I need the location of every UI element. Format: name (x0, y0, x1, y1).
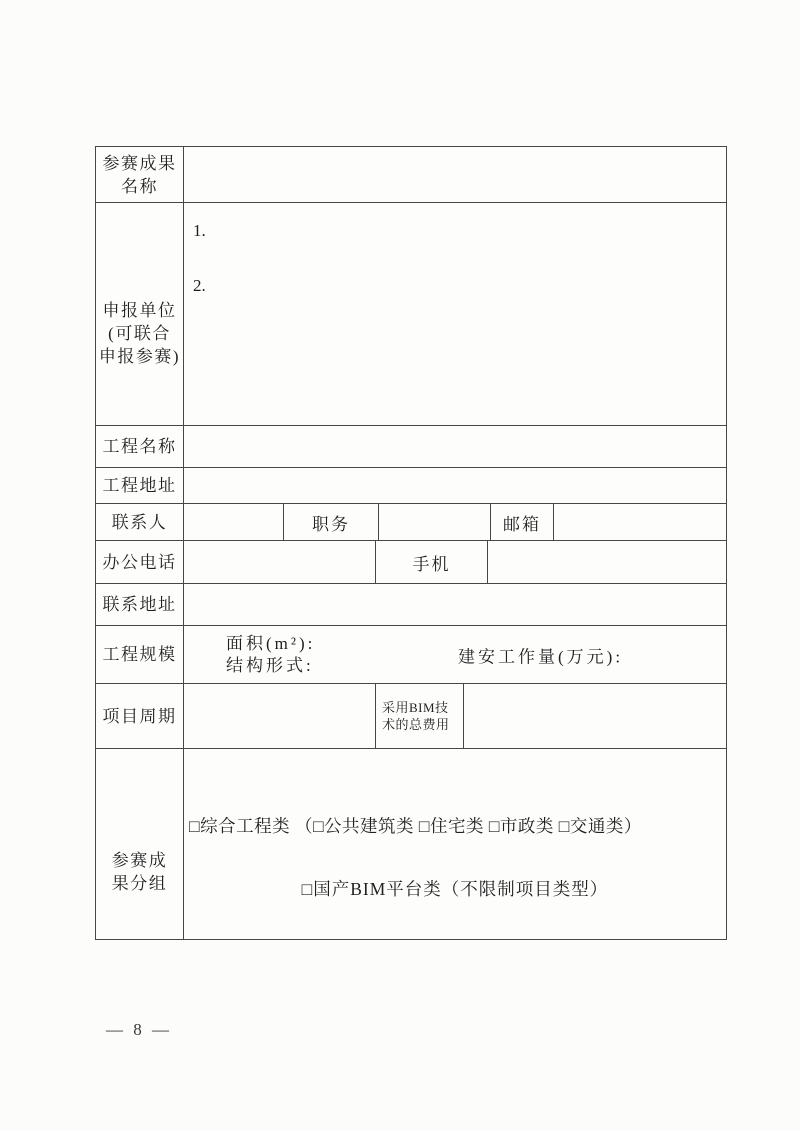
bim-cost-label-line2: 术的总费用 (382, 717, 450, 732)
grouping-options-line1: □综合工程类 （□公共建筑类 □住宅类 □市政类 □交通类） (189, 816, 642, 836)
row-project-scale (96, 626, 726, 684)
applicant-item-1: 1. (193, 221, 206, 240)
row-project-period (96, 684, 726, 749)
area-label: 面积(m²): (226, 634, 316, 653)
duty-input-cell (379, 504, 491, 540)
contact-address-label: 联系地址 (96, 584, 184, 625)
project-scale-label: 工程规模 (96, 626, 184, 683)
project-name-label: 工程名称 (96, 426, 184, 467)
bim-cost-label-line1: 采用BIM技 (382, 700, 449, 715)
row-applicant (96, 203, 726, 426)
result-name-input-cell (184, 147, 726, 202)
result-name-label-line1: 参赛成果 (102, 153, 177, 173)
row-contact-address (96, 584, 726, 626)
project-scale-input-cell (184, 626, 726, 683)
applicant-item-2: 2. (193, 276, 206, 295)
bim-cost-input-cell (464, 684, 726, 748)
structure-label: 结构形式: (226, 656, 314, 675)
applicant-label (96, 203, 184, 425)
row-grouping (96, 749, 726, 939)
row-result-name (96, 147, 726, 203)
duty-label: 职务 (284, 504, 379, 540)
grouping-label (96, 749, 184, 939)
project-period-label: 项目周期 (96, 684, 184, 748)
row-project-address (96, 468, 726, 504)
grouping-options-cell (184, 749, 726, 939)
row-project-name (96, 426, 726, 468)
grouping-label-line1: 参赛成 (111, 851, 168, 870)
office-phone-input-cell (184, 541, 376, 583)
page-number: — 8 — (106, 1020, 172, 1039)
mail-input-cell (554, 504, 726, 540)
contact-name-input-cell (184, 504, 284, 540)
applicant-label-line2: (可联合 (108, 324, 171, 343)
applicant-input-cell (184, 203, 726, 425)
grouping-options-line2: □国产BIM平台类（不限制项目类型） (301, 879, 609, 899)
project-name-input-cell (184, 426, 726, 467)
project-address-input-cell (184, 468, 726, 503)
result-name-label (96, 147, 184, 202)
project-address-label: 工程地址 (96, 468, 184, 503)
office-phone-label: 办公电话 (96, 541, 184, 583)
row-phone (96, 541, 726, 584)
contact-label: 联系人 (96, 504, 184, 540)
project-period-input-cell (184, 684, 376, 748)
mail-label: 邮箱 (491, 504, 554, 540)
applicant-label-line1: 申报单位 (102, 301, 177, 320)
result-name-label-line2: 名称 (121, 176, 158, 196)
mobile-label: 手机 (376, 541, 488, 583)
bim-cost-label (376, 684, 464, 748)
application-form-table (95, 146, 727, 940)
row-contact (96, 504, 726, 541)
contact-address-input-cell (184, 584, 726, 625)
mobile-input-cell (488, 541, 726, 583)
grouping-label-line2: 果分组 (111, 874, 168, 893)
construction-cost-label: 建安工作量(万元): (458, 647, 624, 666)
applicant-label-line3: 申报参赛) (98, 347, 181, 366)
